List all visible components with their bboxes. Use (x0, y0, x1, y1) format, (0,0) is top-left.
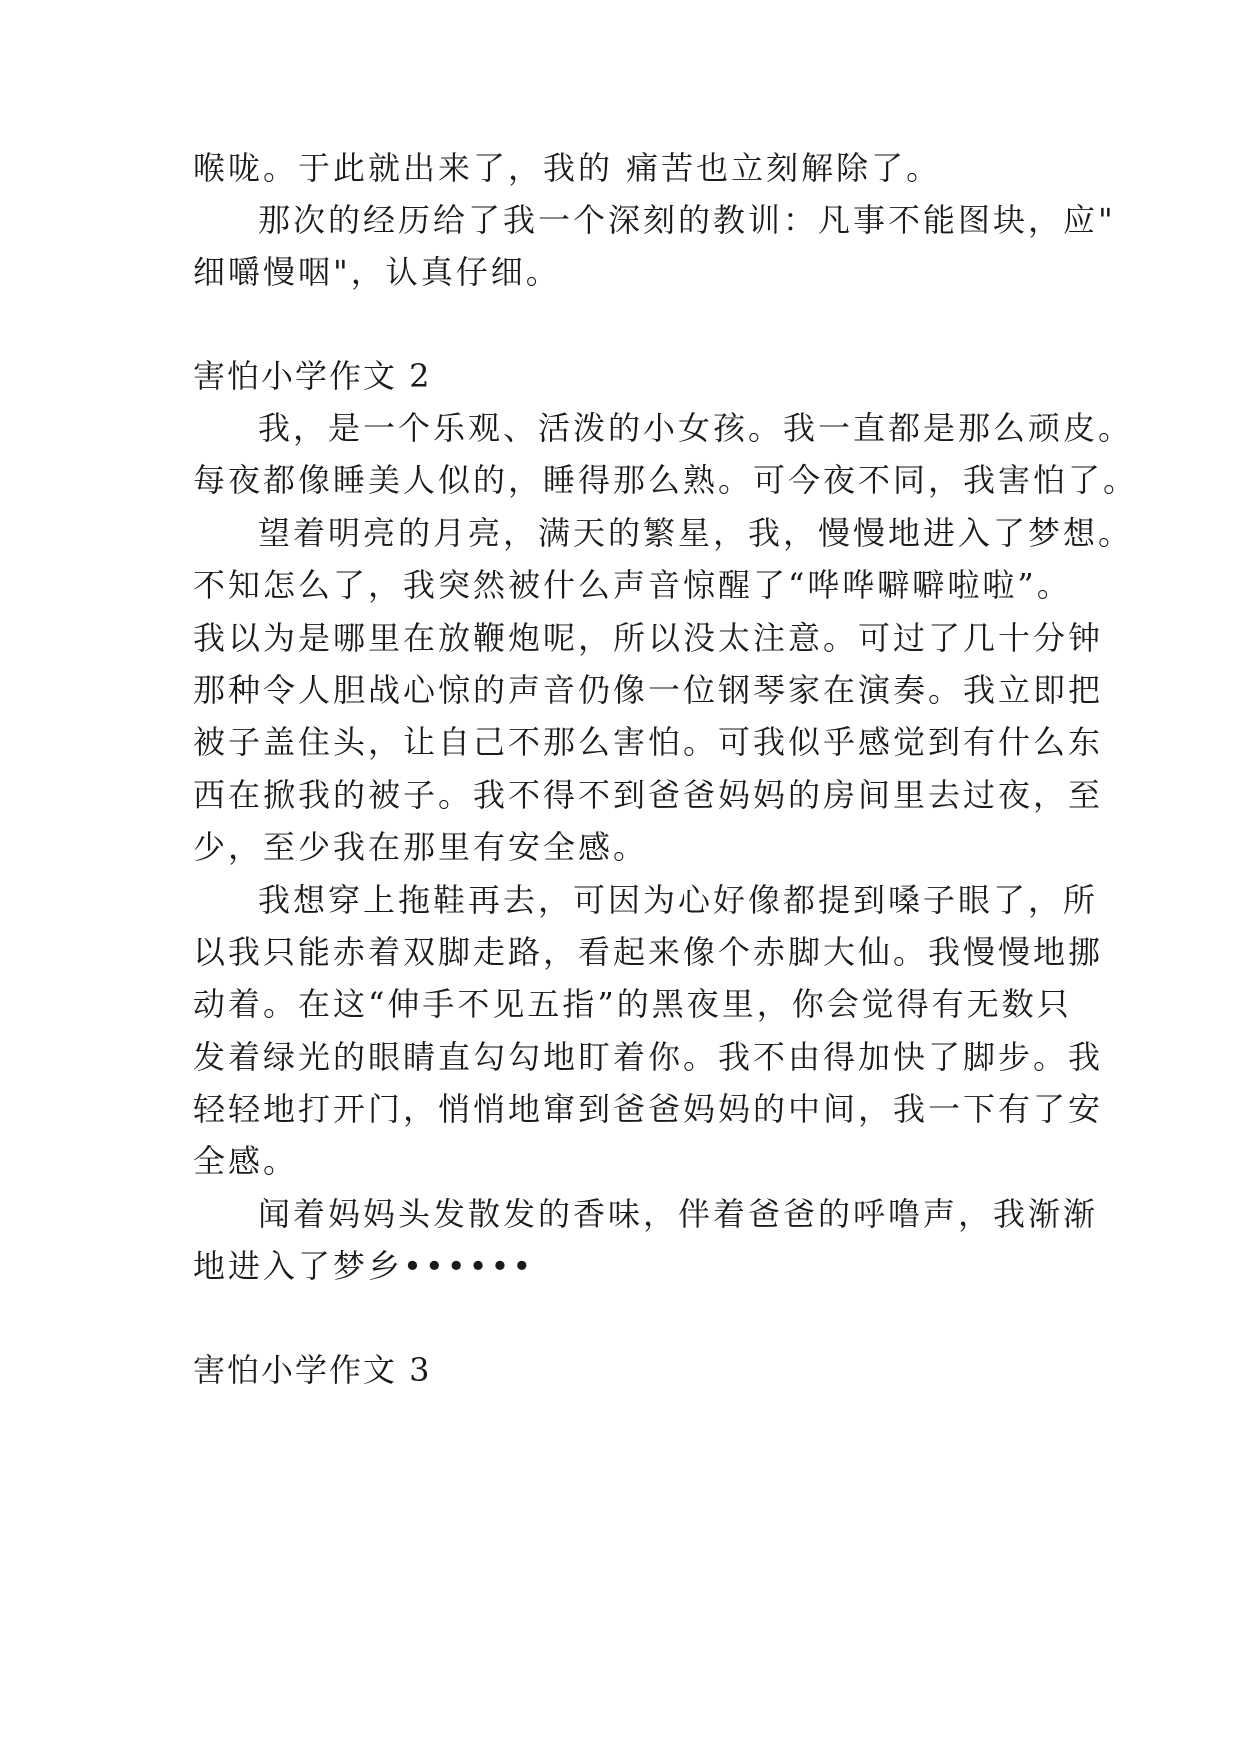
paragraph-line: 那次的经历给了我一个深刻的教训：凡事不能图块，应" (258, 201, 1116, 239)
paragraph-line: 轻轻地打开门，悄悄地窜到爸爸妈妈的中间，我一下有了安 (193, 1090, 1104, 1128)
paragraph-line: 西在掀我的被子。我不得不到爸爸妈妈的房间里去过夜，至 (193, 776, 1104, 814)
paragraph-line: 全感。 (193, 1142, 299, 1180)
paragraph-line: 望着明亮的月亮，满天的繁星，我，慢慢地进入了梦想。 (258, 514, 1134, 552)
paragraph-line: 闻着妈妈头发散发的香味，伴着爸爸的呼噜声，我渐渐 (258, 1195, 1099, 1233)
paragraph-line: 那种令人胆战心惊的声音仍像一位钢琴家在演奏。我立即把 (193, 671, 1104, 709)
paragraph-line: 我想穿上拖鞋再去，可因为心好像都提到嗓子眼了，所 (258, 881, 1099, 919)
essay-title: 害怕小学作文 3 (193, 1351, 432, 1389)
paragraph-line: 每夜都像睡美人似的，睡得那么熟。可今夜不同，我害怕了。 (193, 461, 1139, 499)
paragraph-line: 以我只能赤着双脚走路，看起来像个赤脚大仙。我慢慢地挪 (193, 933, 1104, 971)
paragraph-line: 细嚼慢咽"，认真仔细。 (193, 253, 561, 291)
paragraph-line: 不知怎么了，我突然被什么声音惊醒了“哗哗噼噼啦啦”。 (193, 566, 1072, 604)
paragraph-line: 被子盖住头，让自己不那么害怕。可我似乎感觉到有什么东 (193, 723, 1104, 761)
essay-title: 害怕小学作文 2 (193, 357, 432, 395)
paragraph-line: 地进入了梦乡•••••• (193, 1247, 535, 1285)
paragraph-line: 喉咙。于此就出来了，我的 痛苦也立刻解除了。 (193, 149, 942, 187)
paragraph-line: 我以为是哪里在放鞭炮呢，所以没太注意。可过了几十分钟 (193, 619, 1104, 657)
paragraph-line: 发着绿光的眼睛直勾勾地盯着你。我不由得加快了脚步。我 (193, 1038, 1104, 1076)
paragraph-line: 动着。在这“伸手不见五指”的黑夜里，你会觉得有无数只 (193, 985, 1072, 1023)
paragraph-line: 我，是一个乐观、活泼的小女孩。我一直都是那么顽皮。 (258, 409, 1134, 447)
paragraph-line: 少，至少我在那里有安全感。 (193, 828, 649, 866)
